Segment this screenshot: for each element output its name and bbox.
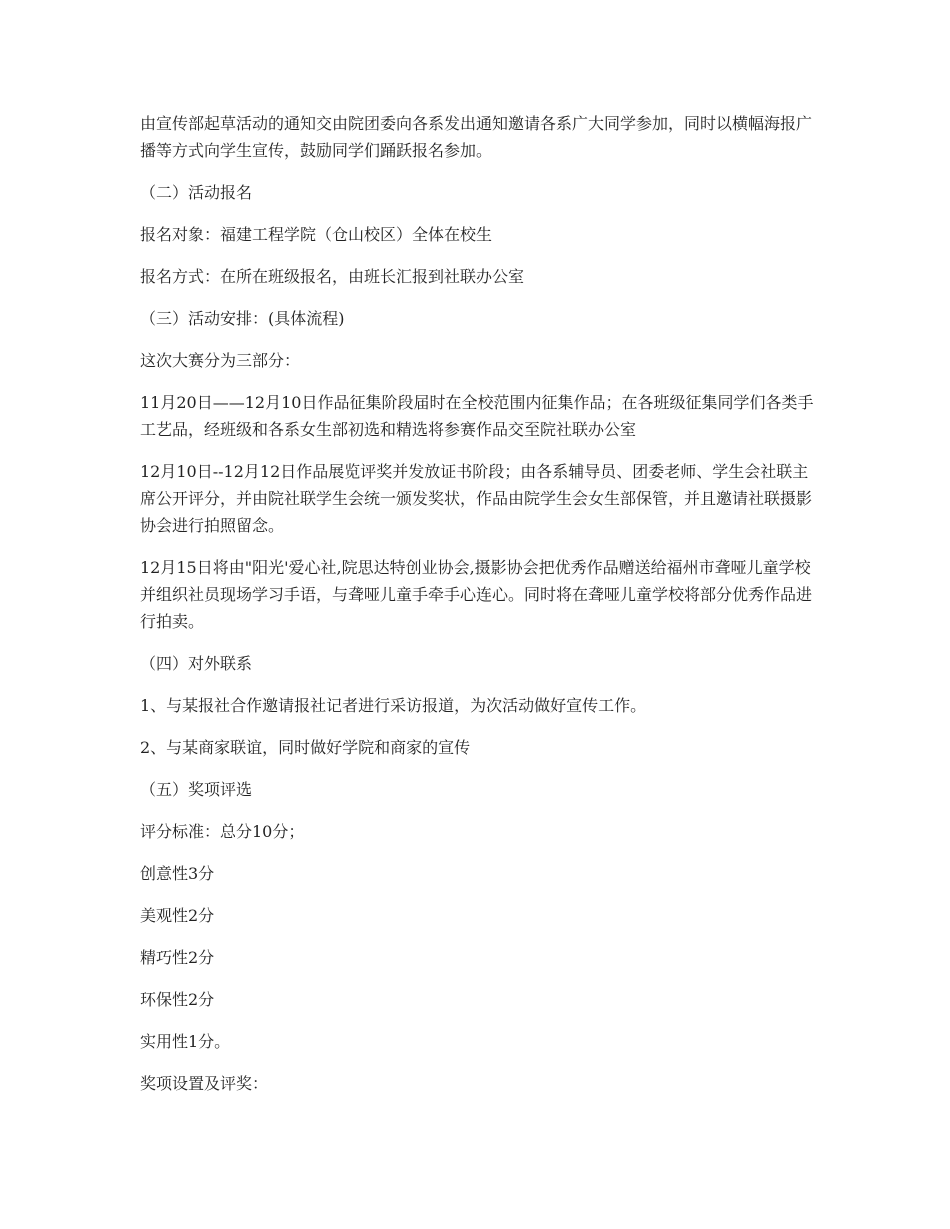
section-heading-registration: （二）活动报名	[140, 183, 253, 202]
score-eco: 环保性2分	[140, 990, 215, 1009]
external-item-1: 1、与某报社合作邀请报社记者进行采访报道，为次活动做好宣传工作。	[140, 696, 647, 715]
score-creativity: 创意性3分	[140, 864, 215, 883]
registration-method: 报名方式：在所在班级报名，由班长汇报到社联办公室	[140, 267, 525, 286]
awards-setup: 奖项设置及评奖：	[140, 1074, 269, 1093]
notice-paragraph: 由宣传部起草活动的通知交由院团委向各系发出通知邀请各系广大同学参加，同时以横幅海报广播等方式向学生宣传，鼓励同学们踊跃报名参加。	[140, 114, 813, 160]
schedule-phase-2: 12月10日--12月12日作品展览评奖并发放证书阶段；由各系辅导员、团委老师、学生会社联主席公开评分，并由院社联学生会统一颁发奖状，作品由院学生会女生部保管，并且邀请社联摄影协会进行拍照留念。	[140, 462, 813, 535]
section-heading-awards: （五）奖项评选	[140, 780, 253, 799]
schedule-intro: 这次大赛分为三部分：	[140, 351, 301, 370]
schedule-phase-1: 11月20日——12月10日作品征集阶段届时在全校范围内征集作品；在各班级征集同学们各类手工艺品，经班级和各系女生部初选和精选将参赛作品交至院社联办公室	[140, 393, 814, 439]
score-practicality: 实用性1分。	[140, 1032, 231, 1051]
external-item-2: 2、与某商家联谊，同时做好学院和商家的宣传	[140, 738, 471, 757]
score-craftsmanship: 精巧性2分	[140, 948, 215, 967]
section-heading-external: （四）对外联系	[140, 654, 253, 673]
schedule-phase-3: 12月15日将由"阳光'爱心社,院思达特创业协会,摄影协会把优秀作品赠送给福州市聋哑儿童学校并组织社员现场学习手语，与聋哑儿童手牵手心连心。同时将在聋哑儿童学校将部分优秀作品进行拍卖。	[140, 558, 813, 631]
document-page	[140, 110, 820, 1112]
scoring-standard: 评分标准：总分10分；	[140, 822, 305, 841]
section-heading-schedule: （三）活动安排：(具体流程)	[140, 309, 345, 328]
registration-target: 报名对象：福建工程学院（仓山校区）全体在校生	[140, 225, 493, 244]
score-aesthetics: 美观性2分	[140, 906, 215, 925]
